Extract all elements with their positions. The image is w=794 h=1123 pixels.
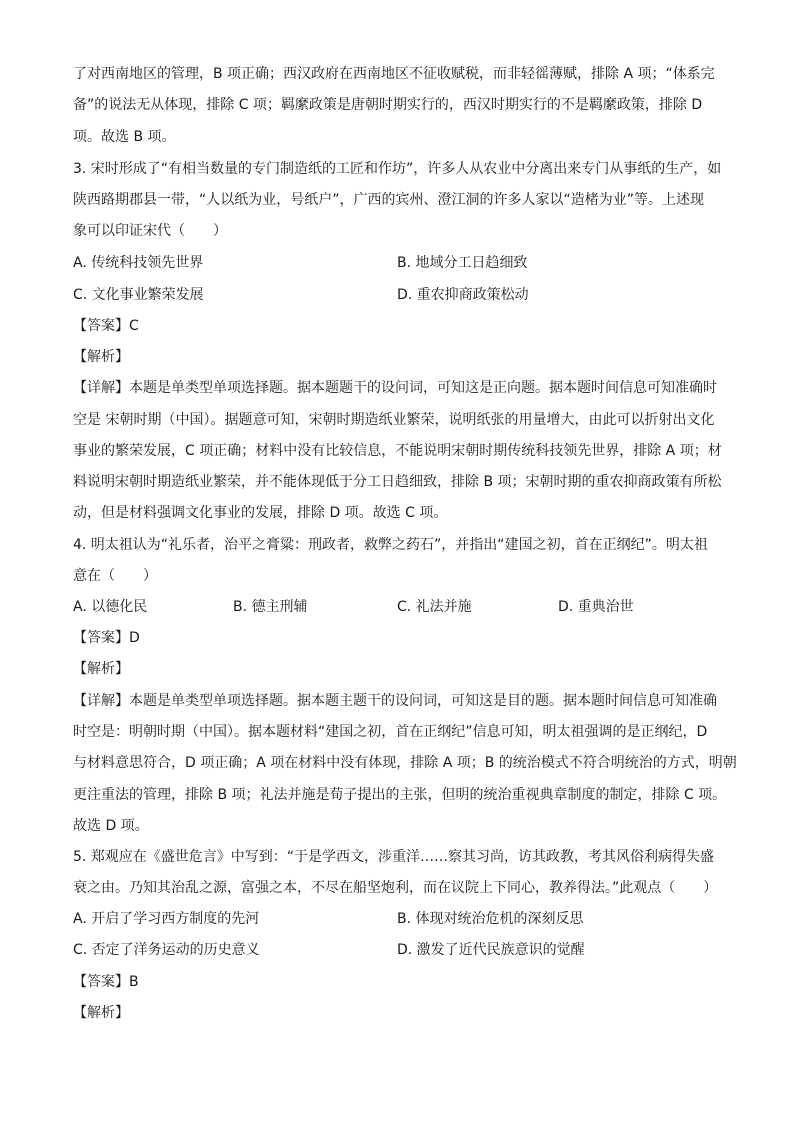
q5-option-a: A. 开启了学习西方制度的先河: [73, 911, 260, 927]
q4-detail-line-5: 故选 D 项。: [73, 818, 149, 834]
q3-option-b: B. 地域分工日趋细致: [397, 255, 528, 271]
q3-detail-line-5: 动，但是材料强调文化事业的发展，排除 D 项。故选 C 项。: [73, 505, 448, 521]
q5-option-d: D. 激发了近代民族意识的觉醒: [397, 942, 585, 958]
q3-option-c: C. 文化事业繁荣发展: [73, 287, 204, 303]
q4-detail-line-3: 与材料意思符合，D 项正确；A 项在材料中没有体现，排除 A 项；B 的统治模式不符合明统治的方式，明朝: [73, 755, 737, 771]
q4-stem-line-2: 意在（ ）: [73, 568, 157, 584]
q4-stem-line-1: 4. 明太祖认为“礼乐者，治平之膏粱：刑政者，救弊之药石”，并指出“建国之初，首在正纲纪”。明太祖: [73, 537, 708, 553]
intro-line-2: 备”的说法无从体现，排除 C 项；羁縻政策是唐朝时期实行的，西汉时期实行的不是羁縻政策，排除 D: [73, 97, 703, 113]
q5-option-c: C. 否定了洋务运动的历史意义: [73, 942, 260, 958]
q4-option-c: C. 礼法并施: [397, 599, 472, 615]
intro-line-3: 项。故选 B 项。: [73, 129, 176, 145]
q4-detail-line-1: 【详解】本题是单类型单项选择题。据本题主题干的设问词，可知这是目的题。据本题时间信息可知准确: [73, 693, 717, 709]
q3-stem-line-2: 陕西路期郡县一带，“人以纸为业，号纸户”，广西的宾州、澄江洞的许多人家以“造楮为业”等。上述现: [73, 192, 705, 208]
q5-stem-line-1: 5. 郑观应在《盛世危言》中写到：“于是学西文，涉重洋……察其习尚，访其政教，考其风俗利病得失盛: [73, 849, 715, 865]
q4-analysis-heading: 【解析】: [73, 661, 129, 677]
q3-option-a: A. 传统科技领先世界: [73, 255, 204, 271]
q3-detail-line-4: 料说明宋朝时期造纸业繁荣，并不能体现低于分工日趋细致，排除 B 项；宋朝时期的重农抑商政策有所松: [73, 474, 722, 490]
q3-detail-line-3: 事业的繁荣发展，C 项正确；材料中没有比较信息，不能说明宋朝时期传统科技领先世界，排除 A 项；材: [73, 443, 722, 459]
intro-line-1: 了对西南地区的管理，B 项正确；西汉政府在西南地区不征收赋税，而非轻徭薄赋，排除 A 项；“体系完: [73, 66, 715, 82]
q3-detail-line-1: 【详解】本题是单类型单项选择题。据本题题干的设问词，可知这是正向题。据本题时间信息可知准确时: [73, 380, 717, 396]
q3-detail-line-2: 空是 宋朝时期（中国）。据题意可知，宋朝时期造纸业繁荣，说明纸张的用量增大，由此可以折射出文化: [73, 412, 715, 428]
q3-analysis-heading: 【解析】: [73, 349, 129, 365]
q4-option-a: A. 以德化民: [73, 599, 148, 615]
q5-stem-line-2: 衰之由。乃知其治乱之源，富强之本，不尽在船坚炮利，而在议院上下同心，教养得法。”此观点（ ）: [73, 880, 718, 896]
q5-option-b: B. 体现对统治危机的深刻反思: [397, 911, 584, 927]
q3-option-d: D. 重农抑商政策松动: [397, 287, 529, 303]
q4-detail-line-4: 更注重法的管理，排除 B 项；礼法并施是荀子提出的主张，但明的统治重视典章制度的制定，排除 C 项。: [73, 787, 727, 803]
q3-stem-line-1: 3. 宋时形成了“有相当数量的专门制造纸的工匠和作坊”，许多人从农业中分离出来专门从事纸的生产，如: [73, 161, 722, 177]
q4-option-d: D. 重典治世: [558, 599, 634, 615]
q3-stem-line-3: 象可以印证宋代（ ）: [73, 223, 227, 239]
q5-analysis-heading: 【解析】: [73, 1005, 129, 1021]
q5-answer: 【答案】B: [73, 974, 139, 990]
q4-answer: 【答案】D: [73, 630, 140, 646]
q4-detail-line-2: 时空是：明朝时期（中国）。据本题材料“建国之初，首在正纲纪”信息可知，明太祖强调的是正纲纪，D: [73, 724, 708, 740]
q4-option-b: B. 德主刑辅: [233, 599, 308, 615]
q3-answer: 【答案】C: [73, 318, 139, 334]
